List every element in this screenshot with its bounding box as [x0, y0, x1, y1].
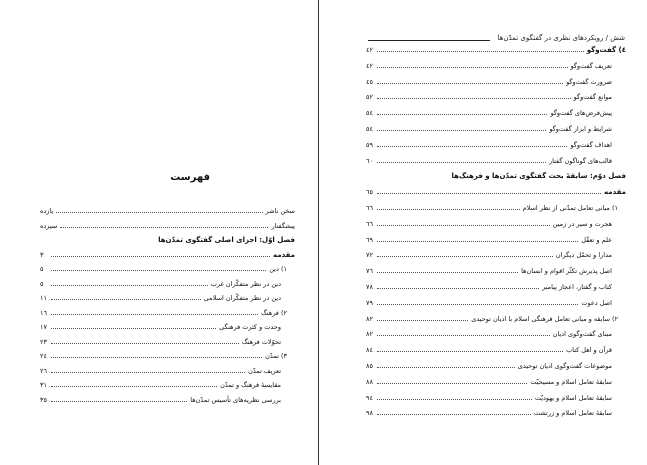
- leader-dots: [377, 383, 527, 384]
- toc-entry: [366, 120, 626, 133]
- leader-dots: [377, 193, 601, 194]
- toc-entry-page: ٥٤: [366, 109, 373, 118]
- leader-dots: [377, 399, 532, 400]
- leader-dots: [377, 256, 553, 257]
- toc-entry-page: ١٧: [40, 323, 47, 331]
- toc-entry-title: علم و تعقّل: [581, 235, 612, 244]
- toc-entry: [40, 318, 295, 331]
- leader-dots: [377, 414, 531, 415]
- toc-entry-title: ١) دین: [269, 265, 287, 273]
- toc-entry: [40, 217, 295, 230]
- toc-entry: [366, 88, 626, 101]
- leader-dots: [377, 241, 578, 242]
- leader-dots: [56, 212, 262, 213]
- toc-entry-page: ٣١: [40, 381, 47, 389]
- toc-entry-page: ٩٤: [366, 393, 373, 402]
- toc-entry-page: ١١: [40, 294, 47, 302]
- toc-entry-title: پیش‌فرض‌های گفت‌وگو: [550, 109, 612, 118]
- leader-dots: [377, 51, 584, 52]
- toc-entry: [366, 246, 626, 259]
- leader-dots: [377, 130, 546, 131]
- toc-entry: [366, 262, 626, 275]
- toc-entry-title: ٢) سابقه و مبانی تعامل فرهنگی اسلام با ادیان توحیدی: [471, 314, 618, 323]
- toc-entry-page: ٦٦: [366, 204, 373, 212]
- toc-entry-page: ٨٢: [366, 314, 373, 323]
- toc-entry-title: دین در نظر متفکّران غرب: [210, 279, 281, 288]
- toc-entry-page: ٧٨: [366, 283, 373, 291]
- leader-dots: [377, 114, 547, 115]
- toc-entry-page: ٢٤: [40, 352, 47, 360]
- running-head: شش / رویکردهای نظری در گفتگوی تمدّن‌ها: [497, 34, 625, 42]
- leader-dots: [377, 83, 563, 84]
- toc-entry-page: ١٦: [40, 308, 47, 317]
- toc-entry-title: مدارا و تحمّل دیگران: [555, 251, 612, 260]
- left-toc-list: [40, 202, 295, 422]
- toc-entry-page: ٩٨: [366, 409, 373, 418]
- toc-entry-title: قالب‌های گوناگون گفتار: [548, 156, 612, 165]
- toc-entry-title: هجرت و سیر در زمین: [552, 219, 612, 228]
- toc-entry-page: سیزده: [40, 221, 58, 230]
- toc-entry-title: وحدت و کثرت فرهنگی: [219, 323, 281, 331]
- leader-dots: [377, 272, 518, 273]
- toc-entry-title: تعریف گفت‌وگو: [570, 61, 612, 70]
- leader-dots: [51, 386, 217, 387]
- toc-entry: [40, 289, 295, 302]
- toc-title: فهرست: [170, 172, 210, 183]
- gutter-line: [318, 0, 319, 465]
- toc-entry-title: مبنای گفت‌وگوی ادیان: [552, 330, 612, 339]
- toc-entry-title: مقایسهٔ فرهنگ و تمدّن: [220, 381, 281, 389]
- toc-entry: [366, 167, 626, 180]
- toc-entry-page: ٨٤: [366, 346, 373, 355]
- toc-entry-page: ٦٠: [366, 156, 373, 165]
- toc-entry-page: ٨٢: [366, 330, 373, 339]
- toc-entry-title: ٣) تمدّن: [265, 352, 287, 360]
- leader-dots: [377, 98, 571, 99]
- leader-dots: [51, 256, 270, 257]
- toc-entry: [40, 304, 295, 317]
- toc-entry: [366, 373, 626, 386]
- toc-entry-title: ضرورت گفت‌وگو: [566, 77, 612, 86]
- toc-entry-title: موضوعات گفت‌وگوی ادیان توحیدی: [517, 362, 612, 370]
- leader-dots: [51, 314, 258, 315]
- toc-entry-page: ٥٢: [366, 93, 373, 102]
- toc-entry: [366, 341, 626, 354]
- toc-entry-page: ٤٢: [366, 46, 373, 54]
- toc-entry: [366, 294, 626, 307]
- leader-dots: [51, 270, 266, 271]
- leader-dots: [377, 304, 578, 305]
- leader-dots: [51, 372, 245, 373]
- toc-entry: [366, 183, 626, 196]
- toc-entry-page: ٣: [40, 250, 44, 259]
- toc-entry: [366, 152, 626, 165]
- toc-entry: [40, 275, 295, 288]
- toc-entry-page: ٥٩: [366, 140, 373, 149]
- toc-entry-title: تحوّلات فرهنگ: [241, 337, 281, 346]
- toc-entry-title: تعریف تمدّن: [248, 366, 281, 375]
- leader-dots: [377, 162, 546, 163]
- toc-entry-title: مقدمه: [604, 188, 626, 197]
- toc-entry-title: دین در نظر متفکّران اسلامی: [203, 294, 281, 302]
- toc-entry-page: ٤٢: [366, 61, 373, 70]
- toc-entry-title: شرایط و ابزار گفت‌وگو: [549, 125, 612, 133]
- toc-entry-page: ٧٢: [366, 251, 373, 260]
- toc-entry-page: ٥: [40, 279, 44, 288]
- leader-dots: [377, 225, 550, 226]
- leader-dots: [377, 67, 568, 68]
- toc-entry-title: بررسی نظریه‌های تأسیس تمدّن‌ها: [190, 395, 281, 404]
- toc-entry-title: مقدمه: [273, 250, 295, 259]
- toc-entry: [366, 389, 626, 402]
- leader-dots: [60, 227, 268, 228]
- toc-entry-title: فصل اوّل: اجزای اصلی گفتگوی تمدّن‌ها: [158, 236, 295, 244]
- leader-dots: [51, 401, 187, 402]
- toc-entry: [40, 202, 295, 215]
- toc-entry-title: ١) مبانی تعامل تمدّنی از نظر اسلام: [522, 204, 618, 212]
- toc-entry: [366, 199, 626, 212]
- toc-entry-title: سخن ناشر: [265, 207, 295, 215]
- toc-entry-title: سابقهٔ تعامل اسلام و مسیحیّت: [530, 377, 612, 386]
- toc-entry-title: اهداف گفت‌وگو: [570, 140, 612, 149]
- leader-dots: [51, 299, 201, 300]
- toc-entry: [366, 215, 626, 228]
- leader-dots: [377, 146, 567, 147]
- toc-entry: [366, 310, 626, 323]
- leader-dots: [51, 285, 208, 286]
- toc-entry: [366, 104, 626, 117]
- toc-entry: [40, 260, 295, 273]
- leader-dots: [377, 335, 550, 336]
- toc-entry-title: اصل دعوت: [581, 298, 612, 307]
- toc-entry-page: ٥: [40, 265, 44, 273]
- toc-entry-page: یازده: [40, 207, 54, 215]
- leader-dots: [377, 320, 468, 321]
- toc-entry: [40, 231, 295, 244]
- toc-entry: [40, 246, 295, 259]
- toc-entry: [366, 325, 626, 338]
- toc-entry-title: فصل دوّم: سابقهٔ بحث گفتگوی تمدّن‌ها و فرهنگ‌ها: [451, 172, 626, 181]
- toc-entry-title: قرآن و اهل کتاب: [566, 346, 612, 355]
- toc-entry: [366, 278, 626, 291]
- toc-entry-page: ٧٦: [366, 267, 373, 276]
- toc-entry-page: ٨٥: [366, 362, 373, 370]
- toc-entry: [366, 357, 626, 370]
- toc-entry-title: موانع گفت‌وگو: [573, 93, 612, 102]
- leader-dots: [377, 288, 539, 289]
- toc-entry-page: ٦٦: [366, 219, 373, 228]
- leader-dots: [377, 209, 520, 210]
- toc-entry: [366, 231, 626, 244]
- toc-entry-title: ٢) فرهنگ: [260, 308, 287, 317]
- leader-dots: [51, 343, 239, 344]
- toc-entry: [40, 376, 295, 389]
- toc-entry: [366, 404, 626, 417]
- toc-entry-title: سابقهٔ تعامل اسلام و یهودیّت: [534, 393, 612, 402]
- leader-dots: [377, 351, 563, 352]
- toc-entry: [366, 57, 626, 70]
- toc-entry-title: سابقهٔ تعامل اسلام و زرتشت: [533, 409, 612, 418]
- right-page: [322, 0, 647, 465]
- toc-entry-page: ٨٨: [366, 377, 373, 386]
- toc-entry: [366, 73, 626, 86]
- toc-entry-page: ٢٣: [40, 337, 47, 346]
- toc-entry-page: ٦٥: [366, 188, 373, 197]
- toc-entry-page: ٢٦: [40, 366, 47, 375]
- leader-dots: [377, 367, 515, 368]
- right-toc-list: [366, 41, 626, 421]
- toc-entry-page: ٥٤: [366, 125, 373, 133]
- leader-dots: [51, 357, 262, 358]
- toc-entry: [40, 362, 295, 375]
- toc-entry-title: پیشگفتار: [271, 221, 295, 230]
- toc-entry: [366, 41, 626, 54]
- toc-entry-page: ٦٩: [366, 235, 373, 244]
- toc-entry-page: ٤٥: [366, 77, 373, 86]
- toc-entry-title: کتاب و گفتار، اعجاز پیامبر: [542, 283, 612, 291]
- toc-entry: [40, 391, 295, 404]
- toc-entry-page: ٣٥: [40, 395, 47, 404]
- toc-entry-title: اصل پذیرش تکثّر اقوام و انسان‌ها: [521, 267, 612, 276]
- toc-entry-title: ٤) گفت‌وگو: [586, 46, 626, 54]
- leader-dots: [51, 328, 216, 329]
- toc-entry-page: ٧٩: [366, 298, 373, 307]
- toc-entry: [40, 333, 295, 346]
- toc-entry: [40, 347, 295, 360]
- left-page: [0, 0, 318, 465]
- toc-entry: [366, 136, 626, 149]
